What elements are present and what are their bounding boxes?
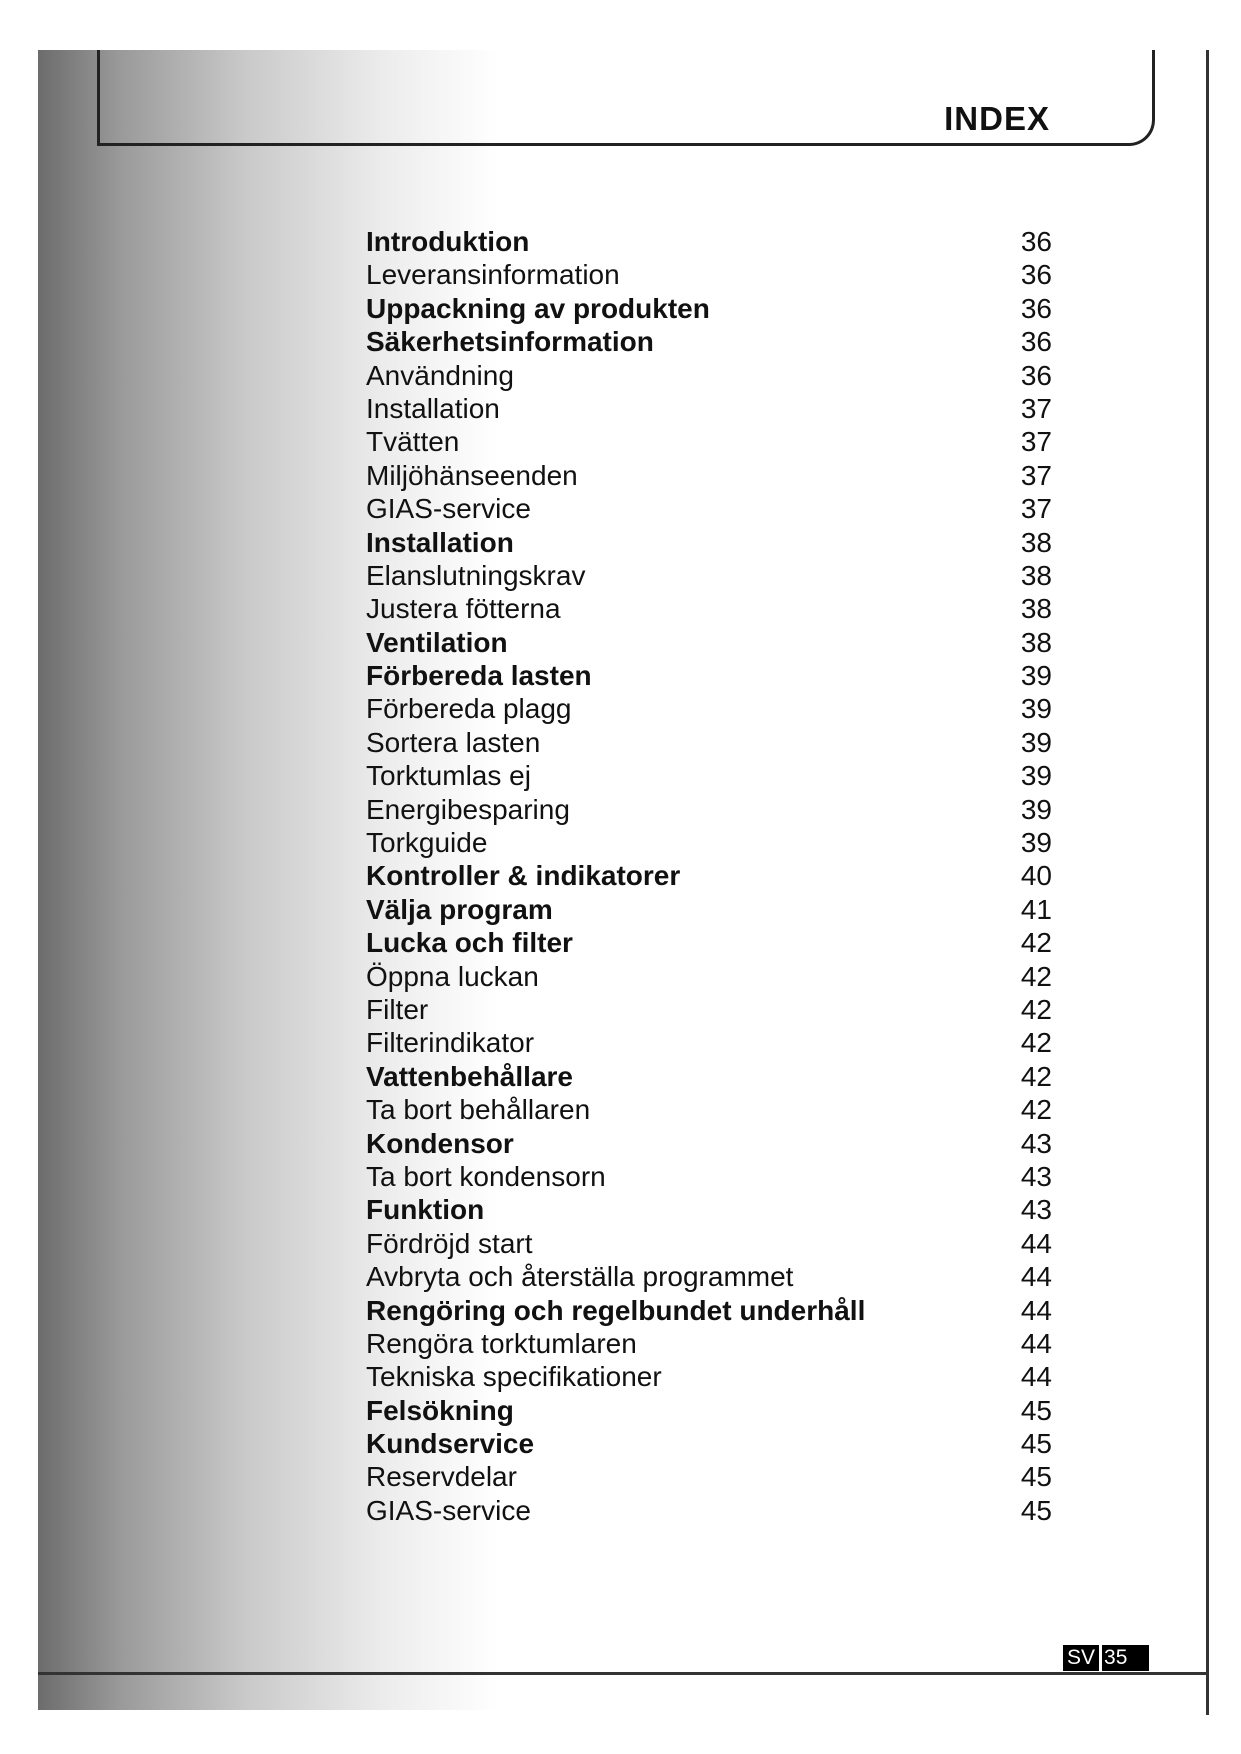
- toc-entry-title: Lucka och filter: [366, 927, 573, 959]
- page-number: 35: [1102, 1645, 1149, 1671]
- toc-entry: [366, 960, 1052, 993]
- toc-entry: [366, 793, 1052, 826]
- toc-entry: [366, 1494, 1052, 1527]
- toc-entry-title: GIAS-service: [366, 1494, 531, 1526]
- toc-entry-page: 39: [1020, 760, 1052, 792]
- bottom-border-line: [38, 1672, 1208, 1675]
- toc-entry-title: Avbryta och återställa programmet: [366, 1261, 794, 1293]
- toc-entry-page: 43: [1020, 1127, 1052, 1159]
- toc-entry: [366, 1460, 1052, 1493]
- toc-entry: [366, 1026, 1052, 1059]
- toc-entry: [366, 1127, 1052, 1160]
- toc-entry: [366, 425, 1052, 458]
- toc-entry: [366, 1427, 1052, 1460]
- toc-entry-page: 45: [1020, 1428, 1052, 1460]
- toc-entry: [366, 392, 1052, 425]
- page-title: INDEX: [944, 100, 1050, 137]
- toc-entry-page: 37: [1020, 392, 1052, 424]
- toc-entry-title: Välja program: [366, 893, 553, 925]
- toc-entry-title: Kundservice: [366, 1428, 535, 1460]
- toc-entry: [366, 359, 1052, 392]
- toc-entry-page: 39: [1020, 726, 1052, 758]
- toc-entry-title: Energibesparing: [366, 793, 570, 825]
- toc-entry-title: Sortera lasten: [366, 726, 541, 758]
- toc-entry-title: Justera fötterna: [366, 593, 561, 625]
- toc-entry-page: 42: [1020, 960, 1052, 992]
- toc-entry-title: Kontroller & indikatorer: [366, 860, 681, 892]
- toc-entry-page: 44: [1020, 1261, 1052, 1293]
- toc-entry-title: GIAS-service: [366, 493, 531, 525]
- toc-entry-title: Öppna luckan: [366, 960, 539, 992]
- toc-entry-page: 38: [1020, 593, 1052, 625]
- toc-entry-page: 37: [1020, 426, 1052, 458]
- toc-entry-page: 42: [1020, 1027, 1052, 1059]
- toc-entry-title: Ventilation: [366, 626, 508, 658]
- toc-entry-page: 44: [1020, 1294, 1052, 1326]
- toc-entry-title: Installation: [366, 526, 514, 558]
- toc-entry-page: 45: [1020, 1494, 1052, 1526]
- toc-entry: [366, 692, 1052, 725]
- toc-entry-page: 36: [1020, 226, 1052, 257]
- toc-entry-page: 39: [1020, 827, 1052, 859]
- toc-entry-title: Rengöring och regelbundet underhåll: [366, 1294, 866, 1326]
- toc-entry-page: 42: [1020, 1094, 1052, 1126]
- toc-entry-page: 42: [1020, 1060, 1052, 1092]
- toc-entry-page: 38: [1020, 626, 1052, 658]
- toc-entry-page: 44: [1020, 1361, 1052, 1393]
- toc-entry: [366, 292, 1052, 325]
- toc-entry: [366, 1160, 1052, 1193]
- right-border-line: [1206, 50, 1209, 1715]
- toc-entry-page: 36: [1020, 326, 1052, 358]
- toc-entry-page: 37: [1020, 493, 1052, 525]
- toc-entry: [366, 459, 1052, 492]
- toc-entry-title: Filter: [366, 993, 429, 1025]
- toc-entry-title: Tekniska specifikationer: [366, 1361, 662, 1393]
- toc-entry-page: 42: [1020, 993, 1052, 1025]
- toc-entry-title: Filterindikator: [366, 1027, 535, 1059]
- toc-entry-page: 41: [1020, 893, 1052, 925]
- toc-entry-page: 44: [1020, 1227, 1052, 1259]
- toc-entry: [366, 225, 1052, 258]
- toc-entry: [366, 492, 1052, 525]
- toc-entry: [366, 759, 1052, 792]
- toc-entry: [366, 1060, 1052, 1093]
- toc-entry-title: Förbereda lasten: [366, 660, 592, 692]
- toc-entry-title: Introduktion: [366, 226, 530, 257]
- toc-entry: [366, 1227, 1052, 1260]
- toc-entry-page: 39: [1020, 693, 1052, 725]
- toc-entry-page: 38: [1020, 526, 1052, 558]
- toc-entry: [366, 559, 1052, 592]
- toc-entry-page: 45: [1020, 1394, 1052, 1426]
- toc-entry-title: Miljöhänseenden: [366, 459, 578, 491]
- toc-entry: [366, 893, 1052, 926]
- toc-entry: [366, 592, 1052, 625]
- toc-entry: [366, 993, 1052, 1026]
- toc-entry-page: 44: [1020, 1327, 1052, 1359]
- toc-entry: [366, 1093, 1052, 1126]
- toc-entry-title: Fördröjd start: [366, 1227, 533, 1259]
- toc-entry-title: Ta bort kondensorn: [366, 1160, 606, 1192]
- toc-entry-title: Ta bort behållaren: [366, 1094, 591, 1126]
- toc-entry-title: Reservdelar: [366, 1461, 517, 1493]
- toc-entry-page: 37: [1020, 459, 1052, 491]
- toc-entry: [366, 258, 1052, 291]
- toc-entry: [366, 626, 1052, 659]
- toc-entry: [366, 1360, 1052, 1393]
- toc-entry-page: 39: [1020, 793, 1052, 825]
- toc-entry-page: 42: [1020, 927, 1052, 959]
- toc-entry: [366, 325, 1052, 358]
- toc-entry-page: 45: [1020, 1461, 1052, 1493]
- toc-entry-title: Funktion: [366, 1194, 485, 1226]
- toc-entry-page: 39: [1020, 660, 1052, 692]
- toc-entry-title: Tvätten: [366, 426, 460, 458]
- toc-entry-title: Torktumlas ej: [366, 760, 531, 792]
- toc-entry: [366, 1193, 1052, 1226]
- toc-entry: [366, 926, 1052, 959]
- toc-entry: [366, 826, 1052, 859]
- toc-entry: [366, 859, 1052, 892]
- toc-entry-title: Rengöra torktumlaren: [366, 1327, 637, 1359]
- toc-entry: [366, 526, 1052, 559]
- toc-entry-title: Användning: [366, 359, 514, 391]
- toc-entry: [366, 659, 1052, 692]
- toc-entry: [366, 1327, 1052, 1360]
- toc-entry-page: 38: [1020, 559, 1052, 591]
- toc-entry-title: Uppackning av produkten: [366, 292, 710, 324]
- toc-entry-title: Felsökning: [366, 1394, 514, 1426]
- toc-entry-title: Installation: [366, 392, 500, 424]
- toc-entry-title: Leveransinformation: [366, 259, 620, 291]
- toc-entry-title: Elanslutningskrav: [366, 559, 586, 591]
- toc-entry: [366, 726, 1052, 759]
- toc-entry-page: 40: [1020, 860, 1052, 892]
- toc-entry-title: Säkerhetsinformation: [366, 326, 654, 358]
- page-footer-badge: [1063, 1645, 1149, 1671]
- toc-entry-title: Förbereda plagg: [366, 693, 572, 725]
- toc-entry-title: Torkguide: [366, 827, 488, 859]
- toc-entry: [366, 1260, 1052, 1293]
- table-of-contents: [366, 225, 1052, 1527]
- toc-entry-page: 43: [1020, 1194, 1052, 1226]
- toc-entry: [366, 1394, 1052, 1427]
- toc-entry-title: Kondensor: [366, 1127, 514, 1159]
- toc-entry-title: Vattenbehållare: [366, 1060, 573, 1092]
- toc-entry-page: 43: [1020, 1160, 1052, 1192]
- language-code: SV: [1063, 1645, 1099, 1671]
- toc-entry-page: 36: [1020, 292, 1052, 324]
- toc-entry-page: 36: [1020, 359, 1052, 391]
- toc-entry-page: 36: [1020, 259, 1052, 291]
- toc-entry: [366, 1294, 1052, 1327]
